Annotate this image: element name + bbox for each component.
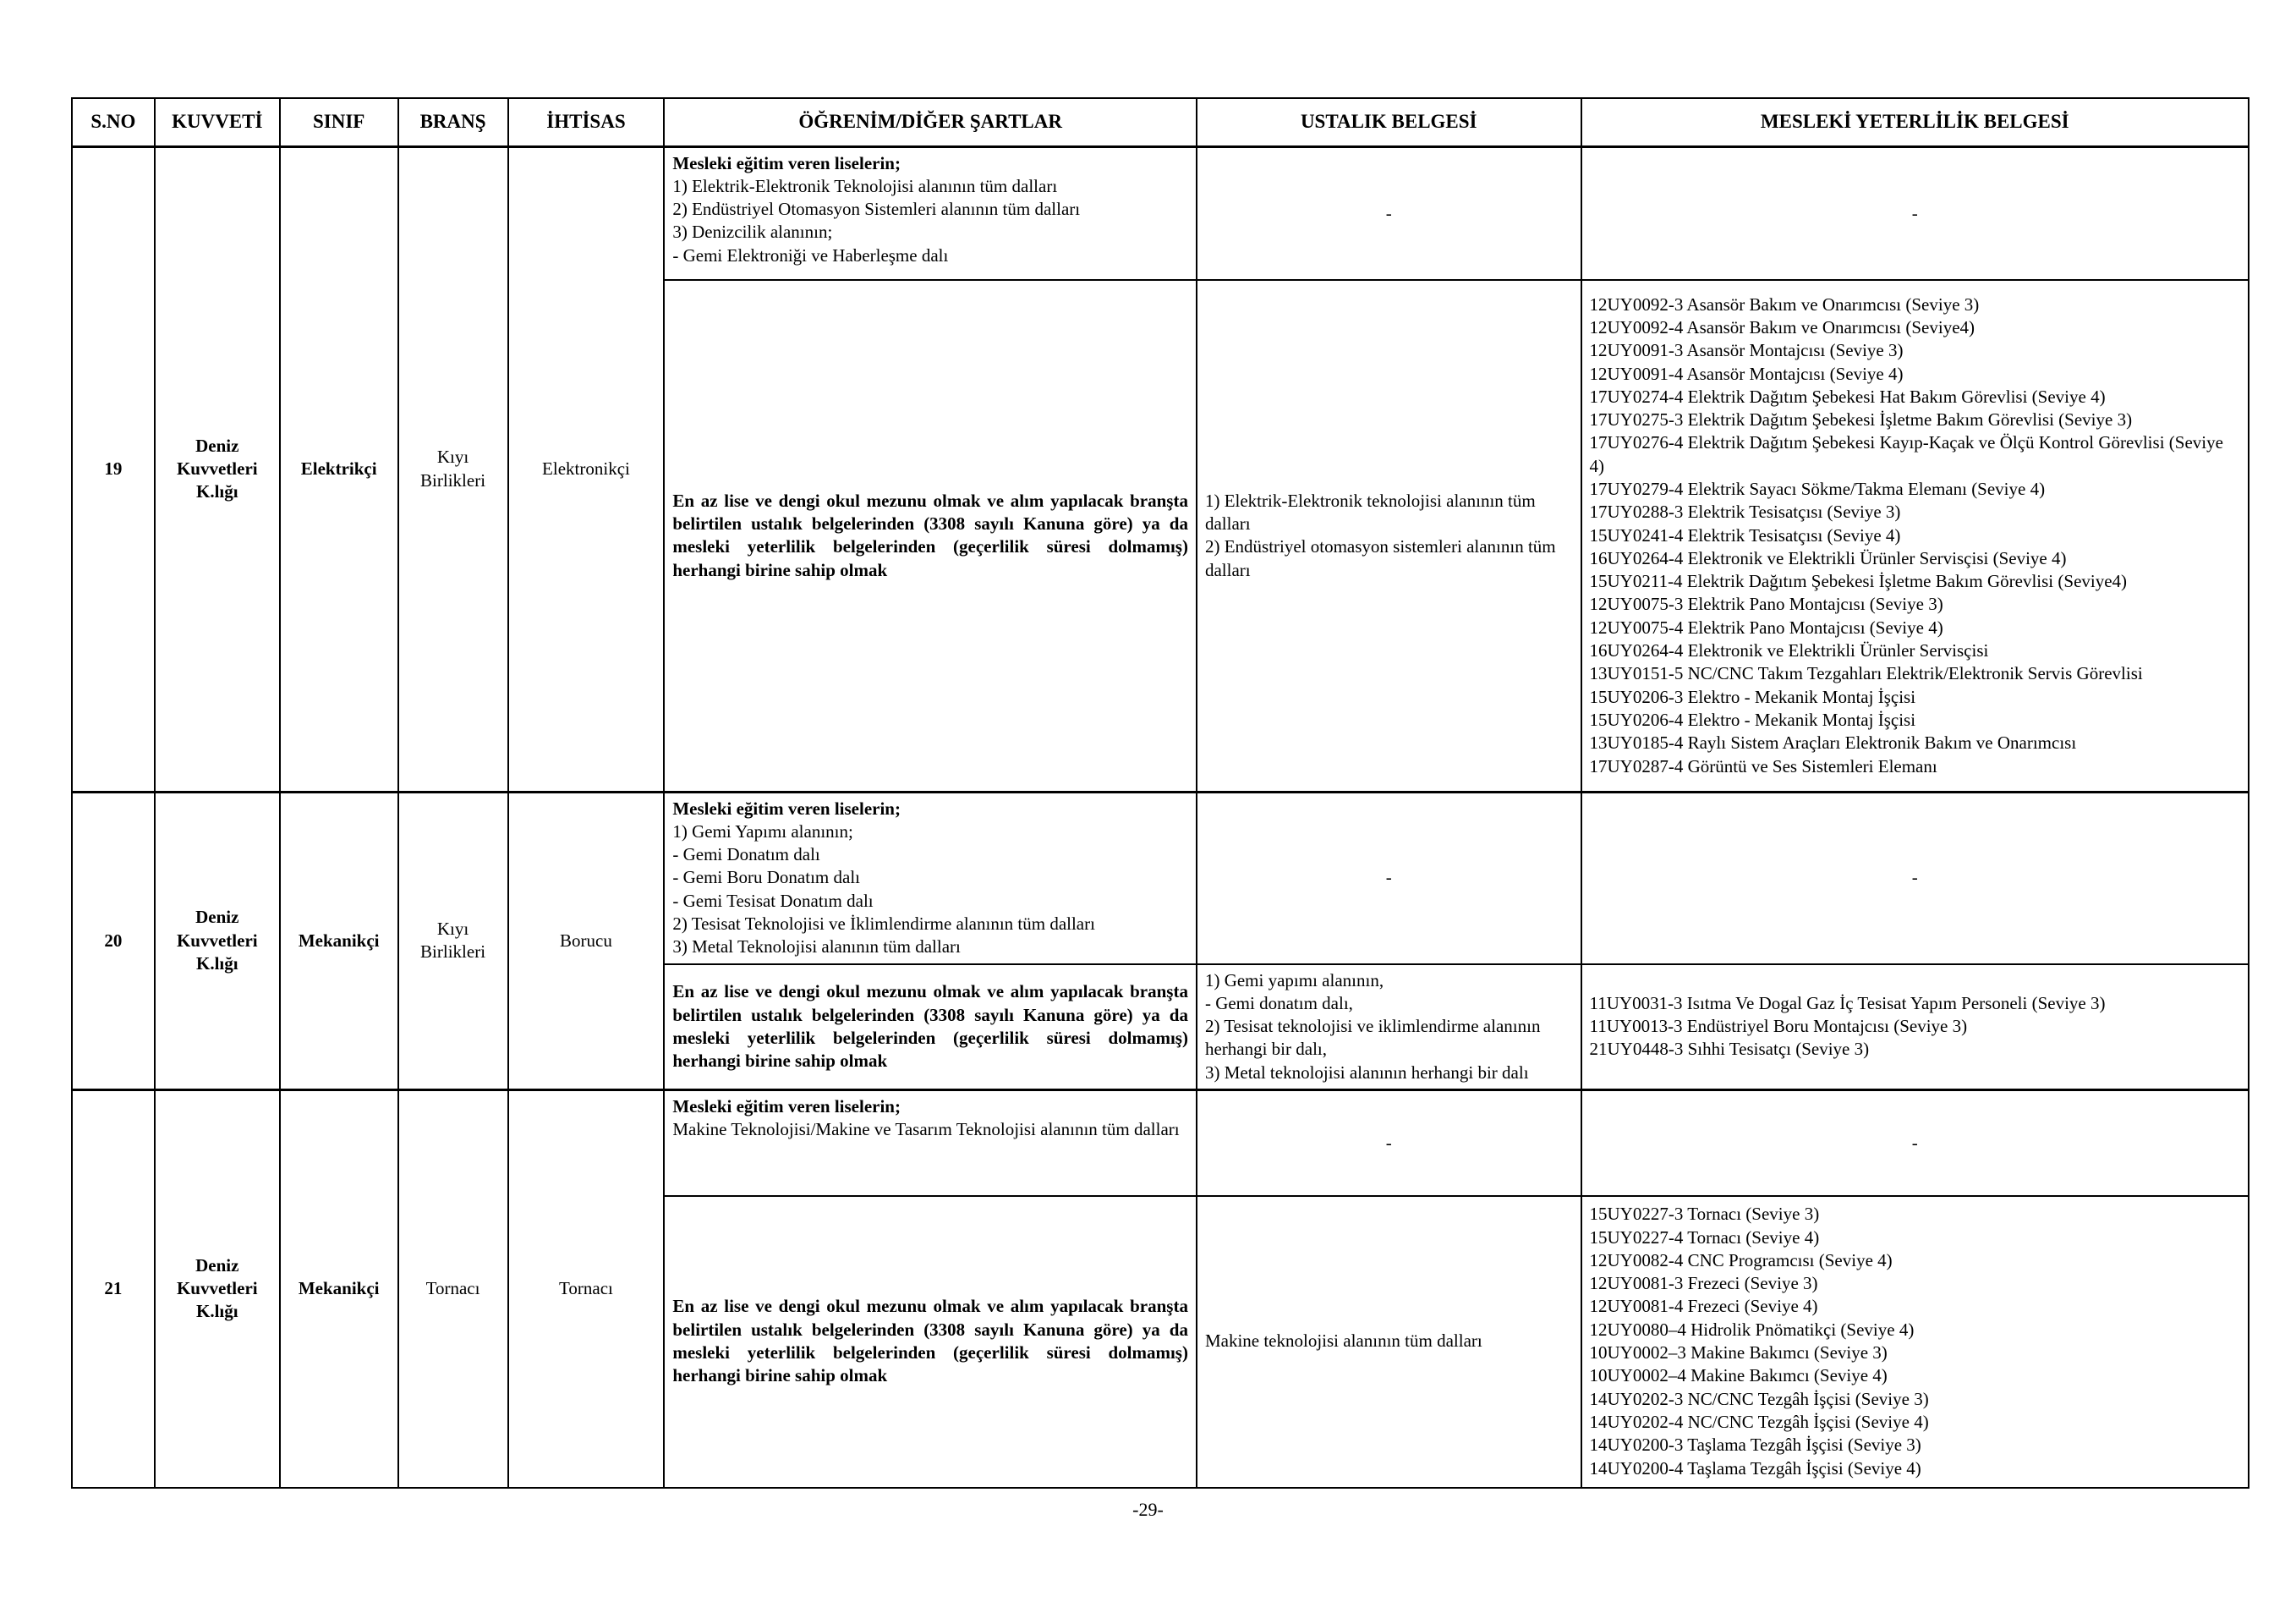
vocational-certificate-cell — [1581, 1196, 2249, 1488]
education-line: 3) Denizcilik alanının; — [672, 222, 833, 243]
certificate-line: 14UY0202-4 NC/CNC Tezgâh İşçisi (Seviye 4) — [1589, 1411, 1929, 1432]
mastery-certificate-cell — [1197, 146, 1581, 280]
certificate-line: 13UY0151-5 NC/CNC Takım Tezgahları Elektrik/Elektronik Servis Görevlisi — [1589, 663, 2143, 684]
dash-placeholder: - — [1385, 867, 1392, 888]
certificate-line: 17UY0276-4 Elektrik Dağıtım Şebekesi Kayıp-Kaçak ve Ölçü Kontrol Görevlisi (Seviye 4) — [1589, 432, 2223, 476]
branch-cell: Kıyı Birlikleri — [398, 792, 508, 1090]
vocational-certificate-cell — [1581, 792, 2249, 964]
mastery-line: 2) Tesisat teknolojisi ve iklimlendirme alanının herhangi bir dalı, — [1204, 1016, 1541, 1060]
mastery-line: 1) Gemi yapımı alanının, — [1204, 969, 1384, 990]
dash-placeholder: - — [1911, 867, 1918, 888]
branch-cell: Kıyı Birlikleri — [398, 146, 508, 792]
certificate-line: 12UY0081-3 Frezeci (Seviye 3) — [1589, 1273, 1818, 1294]
certificate-line: 17UY0274-4 Elektrik Dağıtım Şebekesi Hat Bakım Görevlisi (Seviye 4) — [1589, 386, 2106, 407]
force-cell: Deniz Kuvvetleri K.lığı — [155, 792, 280, 1090]
mastery-certificate-cell — [1197, 1196, 1581, 1488]
column-header-ogrenim: ÖĞRENİM/DİĞER ŞARTLAR — [664, 98, 1197, 146]
education-title: Mesleki eğitim veren liselerin; — [672, 152, 901, 173]
mastery-text: Makine teknolojisi alanının tüm dalları — [1204, 1330, 1482, 1352]
class-cell: Mekanikçi — [280, 792, 398, 1090]
certificate-line: 17UY0288-3 Elektrik Tesisatçısı (Seviye 3) — [1589, 502, 1901, 523]
mastery-certificate-cell — [1197, 280, 1581, 792]
mastery-lines — [1205, 490, 1573, 582]
condition-text: En az lise ve dengi okul mezunu olmak ve alım yapılacak branşta belirtilen ustalık belgelerinden (3308 sayılı Kanuna göre) ya da mesleki yeterlilik belgelerinden (geçerlilik süresi dolmamış) herhangi birine sahip olmak — [672, 1296, 1188, 1386]
vocational-certificate-cell — [1581, 280, 2249, 792]
mastery-certificate-cell — [1197, 792, 1581, 964]
specialty-cell: Tornacı — [508, 1090, 665, 1488]
education-requirements-cell — [664, 792, 1197, 964]
column-header-ihtisas: İHTİSAS — [508, 98, 665, 146]
education-condition-cell — [664, 1196, 1197, 1488]
education-line: Makine Teknolojisi/Makine ve Tasarım Teknolojisi alanının tüm dalları — [672, 1119, 1180, 1140]
mastery-line: 3) Metal teknolojisi alanının herhangi bir dalı — [1204, 1062, 1529, 1083]
certificate-line: 12UY0075-3 Elektrik Pano Montajcısı (Seviye 3) — [1589, 594, 1943, 615]
certificate-line: 12UY0092-4 Asansör Bakım ve Onarımcısı (Seviye4) — [1589, 316, 1975, 337]
page-number: -29- — [1132, 1499, 1164, 1520]
vocational-certificate-cell — [1581, 964, 2249, 1090]
specialty-cell: Borucu — [508, 792, 665, 1090]
certificate-lines — [1590, 992, 2240, 1062]
certificate-line: 15UY0206-4 Elektro - Mekanik Montaj İşçisi — [1589, 709, 1916, 730]
education-line: - Gemi Elektroniği ve Haberleşme dalı — [672, 244, 949, 266]
education-requirements-cell — [664, 1090, 1197, 1196]
education-title: Mesleki eğitim veren liselerin; — [672, 1096, 901, 1117]
column-header-sno: S.NO — [72, 98, 155, 146]
vocational-certificate-cell — [1581, 1090, 2249, 1196]
force-cell: Deniz Kuvvetleri K.lığı — [155, 1090, 280, 1488]
force-cell: Deniz Kuvvetleri K.lığı — [155, 146, 280, 792]
education-line: 1) Elektrik-Elektronik Teknolojisi alanının tüm dalları — [672, 175, 1058, 196]
class-cell: Elektrikçi — [280, 146, 398, 792]
column-header-kuvveti: KUVVETİ — [155, 98, 280, 146]
dash-placeholder: - — [1385, 1132, 1392, 1153]
mastery-line: 2) Endüstriyel otomasyon sistemleri alanının tüm dalları — [1204, 536, 1556, 580]
certificate-line: 15UY0206-3 Elektro - Mekanik Montaj İşçisi — [1589, 686, 1916, 707]
certificate-line: 21UY0448-3 Sıhhi Tesisatçı (Seviye 3) — [1589, 1039, 1870, 1060]
certificate-line: 15UY0211-4 Elektrik Dağıtım Şebekesi İşletme Bakım Görevlisi (Seviye4) — [1589, 571, 2128, 592]
certificate-line: 15UY0227-3 Tornacı (Seviye 3) — [1589, 1204, 1820, 1225]
education-lines — [672, 820, 1188, 959]
certificate-line: 12UY0092-3 Asansör Bakım ve Onarımcısı (Seviye 3) — [1589, 294, 1980, 315]
certificate-line: 17UY0279-4 Elektrik Sayacı Sökme/Takma Elemanı (Seviye 4) — [1589, 479, 2046, 499]
mastery-certificate-cell — [1197, 964, 1581, 1090]
mastery-certificate-cell — [1197, 1090, 1581, 1196]
certificate-line: 15UY0227-4 Tornacı (Seviye 4) — [1589, 1226, 1820, 1248]
education-requirements-cell — [664, 146, 1197, 280]
column-header-ustalik: USTALIK BELGESİ — [1197, 98, 1581, 146]
education-line: 2) Tesisat Teknolojisi ve İklimlendirme alanının tüm dalları — [672, 913, 1095, 934]
condition-text: En az lise ve dengi okul mezunu olmak ve alım yapılacak branşta belirtilen ustalık belgelerinden (3308 sayılı Kanuna göre) ya da mesleki yeterlilik belgelerinden (geçerlilik süresi dolmamış) herhangi birine sahip olmak — [672, 490, 1188, 580]
table-row — [72, 792, 2249, 964]
dash-placeholder: - — [1911, 1132, 1918, 1153]
education-line: - Gemi Donatım dalı — [672, 844, 820, 865]
certificate-line: 14UY0200-3 Taşlama Tezgâh İşçisi (Seviye 3) — [1589, 1435, 1921, 1456]
education-title: Mesleki eğitim veren liselerin; — [672, 798, 901, 819]
education-line: 3) Metal Teknolojisi alanının tüm dalları — [672, 936, 961, 957]
table-row — [72, 146, 2249, 280]
mastery-line: 1) Elektrik-Elektronik teknolojisi alanının tüm dalları — [1204, 490, 1536, 534]
table-row — [72, 1090, 2249, 1196]
education-line: - Gemi Boru Donatım dalı — [672, 867, 860, 888]
condition-text: En az lise ve dengi okul mezunu olmak ve alım yapılacak branşta belirtilen ustalık belgelerinden (3308 sayılı Kanuna göre) ya da mesleki yeterlilik belgelerinden (geçerlilik süresi dolmamış) herhangi birine sahip olmak — [672, 981, 1188, 1072]
certificate-line: 14UY0202-3 NC/CNC Tezgâh İşçisi (Seviye 3) — [1589, 1388, 1929, 1409]
certificate-lines — [1590, 294, 2240, 778]
education-line: - Gemi Tesisat Donatım dalı — [672, 890, 874, 911]
certificate-line: 12UY0075-4 Elektrik Pano Montajcısı (Seviye 4) — [1589, 617, 1943, 638]
certificate-line: 10UY0002–3 Makine Bakımcı (Seviye 3) — [1589, 1342, 1888, 1363]
vocational-certificate-cell — [1581, 146, 2249, 280]
column-header-sinif: SINIF — [280, 98, 398, 146]
class-cell: Mekanikçi — [280, 1090, 398, 1488]
education-condition-cell — [664, 280, 1197, 792]
certificate-line: 15UY0241-4 Elektrik Tesisatçısı (Seviye 4) — [1589, 524, 1901, 546]
certificate-lines — [1590, 1203, 2240, 1480]
row-number-cell: 21 — [72, 1090, 155, 1488]
mastery-lines — [1205, 969, 1573, 1084]
mastery-line: - Gemi donatım dalı, — [1204, 992, 1353, 1013]
certificate-line: 12UY0091-4 Asansör Montajcısı (Seviye 4) — [1589, 363, 1904, 384]
education-line: 2) Endüstriyel Otomasyon Sistemleri alanının tüm dalları — [672, 199, 1081, 220]
education-line: 1) Gemi Yapımı alanının; — [672, 820, 853, 842]
qualification-table — [71, 97, 2249, 1489]
certificate-line: 10UY0002–4 Makine Bakımcı (Seviye 4) — [1589, 1365, 1888, 1386]
header-row — [72, 98, 2249, 146]
certificate-line: 16UY0264-4 Elektronik ve Elektrikli Ürünler Servisçisi — [1589, 640, 1989, 661]
column-header-mesleki: MESLEKİ YETERLİLİK BELGESİ — [1581, 98, 2249, 146]
row-number-cell: 20 — [72, 792, 155, 1090]
row-number-cell: 19 — [72, 146, 155, 792]
certificate-line: 17UY0275-3 Elektrik Dağıtım Şebekesi İşletme Bakım Görevlisi (Seviye 3) — [1589, 409, 2133, 431]
education-lines — [672, 175, 1188, 267]
certificate-line: 14UY0200-4 Taşlama Tezgâh İşçisi (Seviye 4) — [1589, 1457, 1921, 1479]
specialty-cell: Elektronikçi — [508, 146, 665, 792]
certificate-line: 13UY0185-4 Raylı Sistem Araçları Elektronik Bakım ve Onarımcısı — [1589, 732, 2077, 754]
education-lines — [672, 1118, 1188, 1141]
dash-placeholder: - — [1911, 202, 1918, 223]
column-header-brans: BRANŞ — [398, 98, 508, 146]
education-condition-cell — [664, 964, 1197, 1090]
certificate-line: 16UY0264-4 Elektronik ve Elektrikli Ürünler Servisçisi (Seviye 4) — [1589, 547, 2067, 568]
certificate-line: 12UY0080–4 Hidrolik Pnömatikçi (Seviye 4) — [1589, 1319, 1915, 1340]
branch-cell: Tornacı — [398, 1090, 508, 1488]
certificate-line: 11UY0031-3 Isıtma Ve Dogal Gaz İç Tesisat Yapım Personeli (Seviye 3) — [1589, 992, 2106, 1013]
certificate-line: 12UY0081-4 Frezeci (Seviye 4) — [1589, 1296, 1818, 1317]
dash-placeholder: - — [1385, 202, 1392, 223]
certificate-line: 12UY0091-3 Asansör Montajcısı (Seviye 3) — [1589, 340, 1904, 361]
certificate-line: 12UY0082-4 CNC Programcısı (Seviye 4) — [1589, 1249, 1893, 1270]
certificate-line: 17UY0287-4 Görüntü ve Ses Sistemleri Elemanı — [1589, 755, 1937, 776]
certificate-line: 11UY0013-3 Endüstriyel Boru Montajcısı (Seviye 3) — [1589, 1016, 1968, 1037]
